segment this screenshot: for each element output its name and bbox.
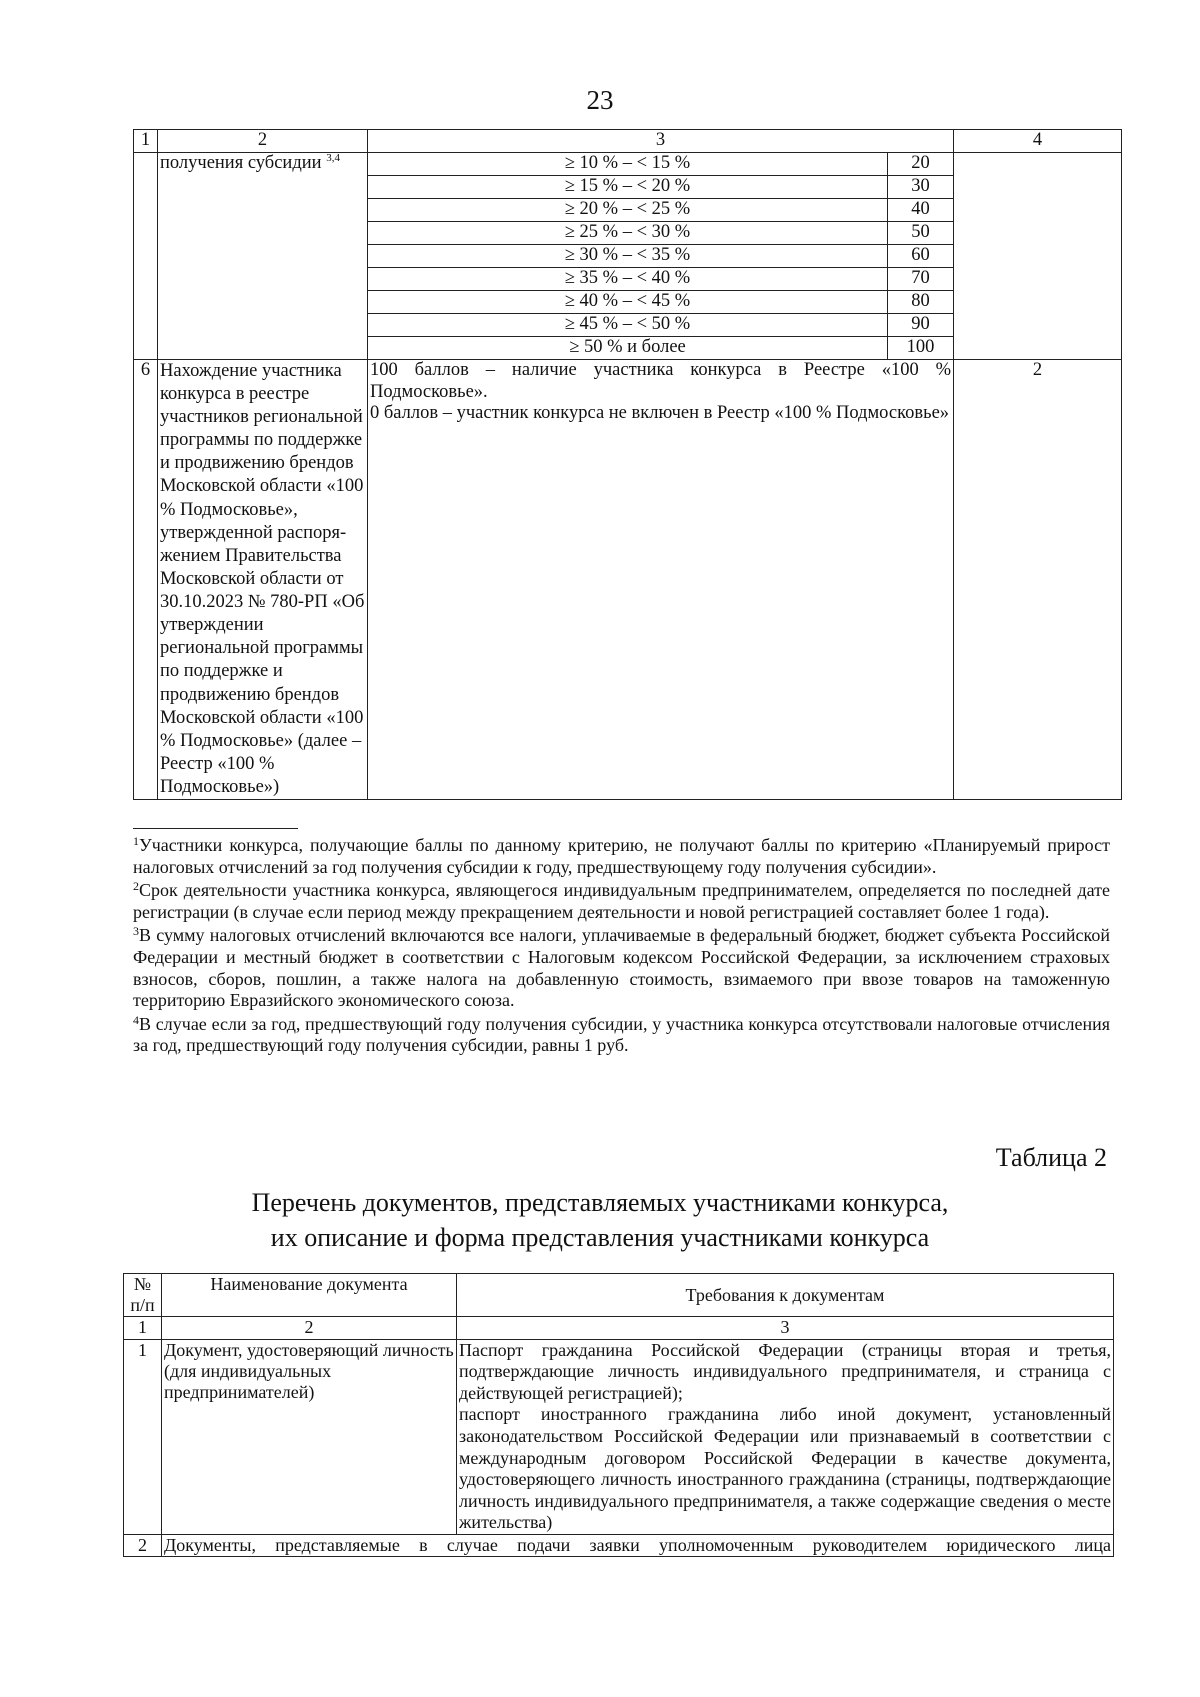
- range-cell: ≥ 20 % – < 25 %: [368, 198, 888, 221]
- footnote: $^1$Участники конкурса, получающие баллы по данному критерию, не получают баллы по критерию «Планируемый прирост налоговых отчислений за год получения субсидии к году, предшествующему году получения субсидии».: [133, 834, 1110, 877]
- points-cell: 30: [888, 175, 954, 198]
- range-cell: ≥ 15 % – < 20 %: [368, 175, 888, 198]
- points-cell: 20: [888, 152, 954, 175]
- points-cell: 80: [888, 290, 954, 313]
- table-title: Перечень документов, представляемых участниками конкурса, их описание и форма представления участниками конкурса: [251, 1188, 949, 1253]
- column-number: 2: [162, 1317, 457, 1339]
- points-cell: 40: [888, 198, 954, 221]
- column-number: 1: [134, 130, 158, 153]
- table-row: [134, 359, 1122, 799]
- points-cell: 100: [888, 336, 954, 359]
- points-cell: 70: [888, 267, 954, 290]
- criteria-table: [133, 129, 1122, 800]
- criterion-cell: Нахождение участника конкурса в реестре участников региональной программы по поддержке и продвижению брендов Московской области «100 % Подмосковье», утвержденной распоря-жением Правительства Московской области от 30.10.2023 № 780-РП «Об утверждении региональной программы по поддержке и продвижению брендов Московской области «100 % Подмосковье» (далее – Реестр «100 % Подмосковье»): [158, 359, 368, 799]
- weight-cell: 2: [954, 359, 1122, 799]
- footnotes: [133, 835, 1110, 1059]
- column-number: 2: [158, 130, 368, 153]
- points-cell: 90: [888, 313, 954, 336]
- footnote: $^3$В сумму налоговых отчислений включаются все налоги, уплачиваемые в федеральный бюджет, бюджет субъекта Российской Федерации и местный бюджет в соответствии с Налоговым кодексом Российской Федерации, за исключением страховых взносов, сборов, пошлин, а также налога на добавленную стоимость, взимаемого при ввозе товаров на таможенную территорию Евразийского экономического союза.: [133, 924, 1110, 1011]
- column-number: 4: [954, 130, 1122, 153]
- row-number-cell: 6: [134, 359, 158, 799]
- points-cell: 50: [888, 221, 954, 244]
- document-name-cell: Документ, удостоверяющий личность (для индивидуальных предпринимателей): [162, 1339, 457, 1534]
- row-number-cell: 2: [124, 1535, 162, 1557]
- footnote: $^2$Срок деятельности участника конкурса, являющегося индивидуальным предпринимателем, определяется по последней дате регистрации (в случае если период между прекращением деятельности и новой регистрацией составляет более 1 года).: [133, 879, 1110, 922]
- row-number-cell: 1: [124, 1339, 162, 1534]
- range-cell: ≥ 10 % – < 15 %: [368, 152, 888, 175]
- footnote-separator: [133, 828, 298, 829]
- range-cell: ≥ 35 % – < 40 %: [368, 267, 888, 290]
- column-number: 3: [368, 130, 954, 153]
- table-row: [124, 1339, 1114, 1534]
- page-number: 23: [586, 85, 614, 115]
- range-cell: ≥ 30 % – < 35 %: [368, 244, 888, 267]
- row-number-cell: [134, 152, 158, 359]
- description-cell: [368, 359, 954, 799]
- table-row: [124, 1535, 1114, 1557]
- requirements-cell: Паспорт гражданина Российской Федерации (страницы вторая и третья, подтверждающие личность индивидуального предпринимателя, и страница с действующей регистрацией); паспорт иностранного гражданина либо иной документ, установленный законодательством Российской Федерации или признаваемый в соответствии с международным договором Российской Федерации в качестве документа, удостоверяющего личность иностранного гражданина (страницы, подтверждающие личность индивидуального предпринимателя, а также содержащие сведения о месте жительства): [457, 1339, 1114, 1534]
- range-cell: ≥ 25 % – < 30 %: [368, 221, 888, 244]
- range-cell: ≥ 40 % – < 45 %: [368, 290, 888, 313]
- footnote-ref: 3,4: [326, 151, 340, 164]
- column-number: 3: [457, 1317, 1114, 1339]
- header-num: № п/п: [124, 1274, 162, 1317]
- table-row: [134, 152, 1122, 175]
- description-line: 0 баллов – участник конкурса не включен в Реестр «100 % Подмосковье»: [370, 403, 950, 424]
- header-name: Наименование документа: [162, 1274, 457, 1317]
- table-header-row: [124, 1274, 1114, 1317]
- points-cell: 60: [888, 244, 954, 267]
- footnote: $^4$В случае если за год, предшествующий году получения субсидии, у участника конкурса отсутствовали налоговые отчисления за год, предшествующий году получения субсидии, равны 1 руб.: [133, 1012, 1110, 1056]
- documents-table: [123, 1273, 1114, 1557]
- header-requirements: Требования к документам: [457, 1274, 1114, 1317]
- criterion-cell: получения субсидии $^{3,4}$: [158, 152, 368, 359]
- document-name-cell: Документы, представляемые в случае подачи заявки уполномоченным руководителем юридического лица: [162, 1535, 1114, 1557]
- table-header-row: [134, 130, 1122, 153]
- table-label: Таблица 2: [995, 1143, 1107, 1172]
- weight-cell: [954, 152, 1122, 359]
- range-cell: ≥ 45 % – < 50 %: [368, 313, 888, 336]
- column-number: 1: [124, 1317, 162, 1339]
- column-numbers-row: [124, 1317, 1114, 1339]
- description-line: 100 баллов – наличие участника конкурса в Реестре «100 % Подмосковье».: [370, 359, 951, 402]
- range-cell: ≥ 50 % и более: [368, 336, 888, 359]
